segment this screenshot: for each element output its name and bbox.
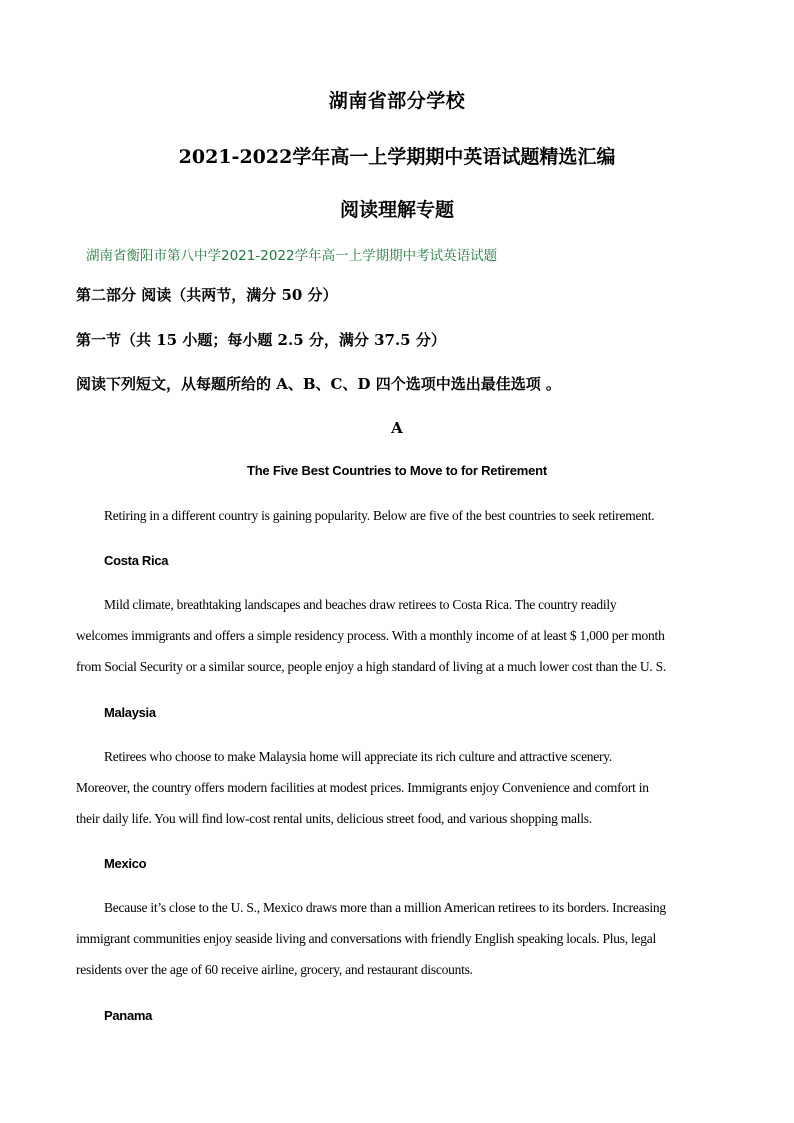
paragraph-line: immigrant communities enjoy seaside living and conversations with friendly English speaking locals. Plus, legal xyxy=(76,931,657,946)
paragraph-line: Because it’s close to the U. S., Mexico draws more than a million American retirees to its borders. Increasing xyxy=(104,900,666,915)
article-intro: Retiring in a different country is gaining popularity. Below are five of the best countries to seek retirement. xyxy=(104,508,655,523)
section-heading-panama: Panama xyxy=(104,1008,153,1023)
document-subtitle: 2021-2022学年高一上学期期中英语试题精选汇编 xyxy=(178,146,616,168)
section-heading-malaysia: Malaysia xyxy=(104,705,156,720)
paragraph-line: their daily life. You will find low-cost rental units, delicious street food, and various shopping malls. xyxy=(76,811,592,826)
instruction-part: 第二部分 阅读（共两节，满分 50 分） xyxy=(76,286,338,304)
article-title: The Five Best Countries to Move to for Retirement xyxy=(246,463,548,478)
section-heading-costa-rica: Costa Rica xyxy=(104,553,169,568)
paragraph-line: Moreover, the country offers modern facilities at modest prices. Immigrants enjoy Convenience and comfort in xyxy=(76,780,649,795)
paragraph-line: welcomes immigrants and offers a simple residency process. With a monthly income of at least $ 1,000 per month xyxy=(76,628,665,643)
paragraph-line: from Social Security or a similar source, people enjoy a high standard of living at a much lower cost than the U. S. xyxy=(76,659,666,674)
section-heading-mexico: Mexico xyxy=(104,856,147,871)
passage-label: A xyxy=(391,419,403,437)
paragraph-line: Mild climate, breathtaking landscapes and beaches draw retirees to Costa Rica. The country readily xyxy=(104,597,617,612)
document-title: 湖南省部分学校 xyxy=(328,90,466,112)
instruction-directions: 阅读下列短文，从每题所给的 A、B、C、D 四个选项中选出最佳选项 。 xyxy=(76,375,561,393)
paragraph-line: Retirees who choose to make Malaysia home will appreciate its rich culture and attractive scenery. xyxy=(104,749,613,764)
document-topic: 阅读理解专题 xyxy=(339,199,454,221)
paragraph-line: residents over the age of 60 receive airline, grocery, and restaurant discounts. xyxy=(76,962,473,977)
source-note: 湖南省衡阳市第八中学2021-2022学年高一上学期期中考试英语试题 xyxy=(86,248,498,264)
instruction-section: 第一节（共 15 小题；每小题 2.5 分，满分 37.5 分） xyxy=(76,331,446,349)
